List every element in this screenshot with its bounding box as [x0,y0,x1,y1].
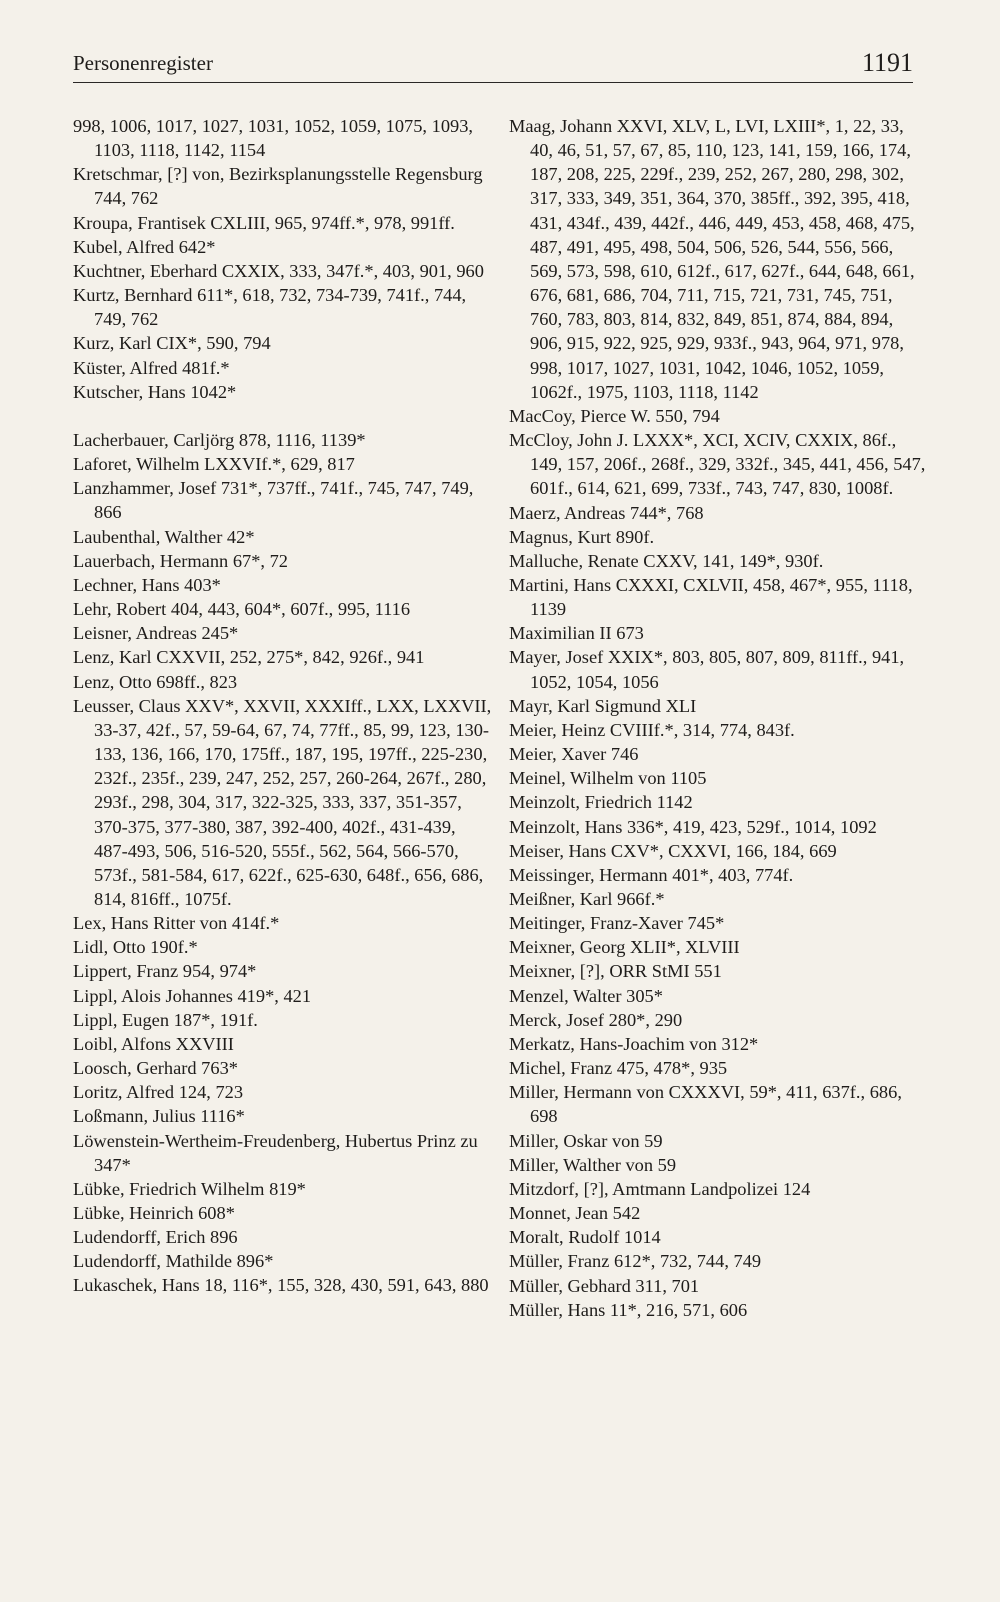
index-entry: Lübke, Heinrich 608* [73,1203,235,1224]
index-entry: Lenz, Otto 698ff., 823 [73,671,238,692]
index-entry: Meier, Xaver 746 [509,744,639,765]
index-entry: Küster, Alfred 481f.* [73,357,230,378]
index-entry: Meixner, Georg XLII*, XLVIII [509,937,740,958]
index-entry: Löwenstein-Wertheim-Freudenberg, Hubertus Prinz zu 347* [73,1130,478,1175]
index-entry: Lenz, Karl CXXVII, 252, 275*, 842, 926f., 941 [73,647,425,668]
index-entry: Leisner, Andreas 245* [73,623,239,644]
index-entry: Kutscher, Hans 1042* [73,381,237,402]
index-entry: Kurtz, Bernhard 611*, 618, 732, 734-739, 741f., 744, 749, 762 [73,285,467,330]
index-entry: Maerz, Andreas 744*, 768 [509,502,704,523]
index-entry: Lübke, Friedrich Wilhelm 819* [73,1178,306,1199]
index-entry: Meitinger, Franz-Xaver 745* [509,913,725,934]
index-entry: Mayr, Karl Sigmund XLI [509,695,697,716]
index-entry: Loßmann, Julius 1116* [73,1106,245,1127]
index-entry: Müller, Franz 612*, 732, 744, 749 [509,1251,762,1272]
index-entry: Miller, Oskar von 59 [509,1130,663,1151]
letter-group-spacer [73,404,493,428]
index-entry: Menzel, Walter 305* [509,985,663,1006]
index-entry: Meixner, [?], ORR StMI 551 [509,961,722,982]
index-entry: Loibl, Alfons XXVIII [73,1033,234,1054]
index-entry: Ludendorff, Mathilde 896* [73,1251,274,1272]
index-entry: Müller, Hans 11*, 216, 571, 606 [509,1299,748,1320]
index-entry: Meier, Heinz CVIIIf.*, 314, 774, 843f. [509,719,795,740]
index-entry: Laubenthal, Walther 42* [73,526,255,547]
index-entry: Miller, Hermann von CXXXVI, 59*, 411, 637f., 686, 698 [509,1082,902,1127]
index-entry: Loosch, Gerhard 763* [73,1058,238,1079]
index-entry: Kubel, Alfred 642* [73,236,216,257]
index-entry: Lehr, Robert 404, 443, 604*, 607f., 995, 1116 [73,599,411,620]
index-entry: Merck, Josef 280*, 290 [509,1009,683,1030]
index-entry: Monnet, Jean 542 [509,1203,641,1224]
index-entry: Meinzolt, Hans 336*, 419, 423, 529f., 1014, 1092 [509,816,877,837]
index-entry: Kuchtner, Eberhard CXXIX, 333, 347f.*, 403, 901, 960 [73,260,484,281]
index-entry: Loritz, Alfred 124, 723 [73,1082,244,1103]
index-entry: Meiser, Hans CXV*, CXXVI, 166, 184, 669 [509,840,837,861]
index-entry: Merkatz, Hans-Joachim von 312* [509,1033,759,1054]
index-entry: Michel, Franz 475, 478*, 935 [509,1058,728,1079]
index-entry: Martini, Hans CXXXI, CXLVII, 458, 467*, 955, 1118, 1139 [509,574,913,620]
page-number: 1191 [861,48,913,77]
index-entry: Lechner, Hans 403* [73,574,221,595]
index-entry: Kretschmar, [?] von, Bezirksplanungsstelle Regensburg 744, 762 [73,164,483,209]
index-entry: 998, 1006, 1017, 1027, 1031, 1052, 1059, 1075, 1093, 1103, 1118, 1142, 1154 [73,116,473,161]
index-entry: Lippert, Franz 954, 974* [73,961,257,982]
index-entry: Maag, Johann XXVI, XLV, L, LVI, LXIII*, 1, 22, 33, 40, 46, 51, 57, 67, 85, 110, 123, 141, 159, 166, 174, 187, 208, 225, 229f., 239, 252, 267, 280, 298, 302, 317, 333, 349, 351, 364, 370, 385ff., 392, 395, 418, 431, 434f., 439, 442f., 446, 449, 453, 458, 468, 475, 487, 491, 495, 498, 504, 506, 526, 544, 556, 566, 569, 573, 598, 610, 612f., 617, 627f., 644, 648, 661, 676, 681, 686, 704, 711, 715, 721, 731, 745, 751, 760, 783, 803, 814, 832, 849, 851, 874, 884, 894, 906, 915, 922, 925, 929, 933f., 943, 964, 971, 978, 998, 1017, 1027, 1031, 1042, 1046, 1052, 1059, 1062f., 1975, 1103, 1118, 1142 [509,116,915,402]
index-entry: Lukaschek, Hans 18, 116*, 155, 328, 430, 591, 643, 880 [73,1275,489,1296]
index-entry: Kurz, Karl CIX*, 590, 794 [73,333,271,354]
index-entry: Mayer, Josef XXIX*, 803, 805, 807, 809, 811ff., 941, 1052, 1054, 1056 [509,647,905,692]
running-header [73,46,913,83]
index-entry: Müller, Gebhard 311, 701 [509,1275,700,1296]
index-entry: Mitzdorf, [?], Amtmann Landpolizei 124 [509,1178,811,1199]
index-entry: McCloy, John J. LXXX*, XCI, XCIV, CXXIX, 86f., 149, 157, 206f., 268f., 329, 332f., 345, 441, 456, 547, 601f., 614, 621, 699, 733f., 743, 747, 830, 1008f. [509,430,926,499]
index-entry: Lanzhammer, Josef 731*, 737ff., 741f., 745, 747, 749, 866 [73,478,474,523]
running-title: Personenregister [73,51,213,75]
index-entry: Leusser, Claus XXV*, XXVII, XXXIff., LXX, LXXVII, 33-37, 42f., 57, 59-64, 67, 74, 77ff., 85, 99, 123, 130-133, 136, 166, 170, 175ff., 187, 195, 197ff., 225-230, 232f., 235f., 239, 247, 252, 257, 260-264, 267f., 280, 293f., 298, 304, 317, 322-325, 333, 337, 351-357, 370-375, 377-380, 387, 392-400, 402f., 431-439, 487-493, 506, 516-520, 555f., 562, 564, 566-570, 573f., 581-584, 617, 622f., 625-630, 648f., 656, 686, 814, 816ff., 1075f. [73,695,492,909]
index-entry: Kroupa, Frantisek CXLIII, 965, 974ff.*, 978, 991ff. [73,212,455,233]
right-column [509,114,929,1322]
index-entry: Miller, Walther von 59 [509,1154,677,1175]
index-entry: Laforet, Wilhelm LXXVIf.*, 629, 817 [73,454,355,475]
index-entry: Maximilian II 673 [509,623,644,644]
index-entry: Magnus, Kurt 890f. [509,526,655,547]
index-entry: Meissinger, Hermann 401*, 403, 774f. [509,864,794,885]
index-entry: MacCoy, Pierce W. 550, 794 [509,405,720,426]
index-entry: Lacherbauer, Carljörg 878, 1116, 1139* [73,430,366,451]
index-entry: Lippl, Eugen 187*, 191f. [73,1009,258,1030]
index-entry: Meinel, Wilhelm von 1105 [509,768,707,789]
index-entry: Meißner, Karl 966f.* [509,889,665,909]
index-entry: Lidl, Otto 190f.* [73,937,198,958]
index-entry: Lex, Hans Ritter von 414f.* [73,913,280,934]
index-entry: Ludendorff, Erich 896 [73,1227,238,1248]
index-entry: Lippl, Alois Johannes 419*, 421 [73,985,312,1006]
index-entry: Meinzolt, Friedrich 1142 [509,792,693,813]
index-entry: Malluche, Renate CXXV, 141, 149*, 930f. [509,550,824,571]
left-column [73,114,493,1298]
index-entry: Moralt, Rudolf 1014 [509,1227,661,1248]
index-entry: Lauerbach, Hermann 67*, 72 [73,550,288,571]
